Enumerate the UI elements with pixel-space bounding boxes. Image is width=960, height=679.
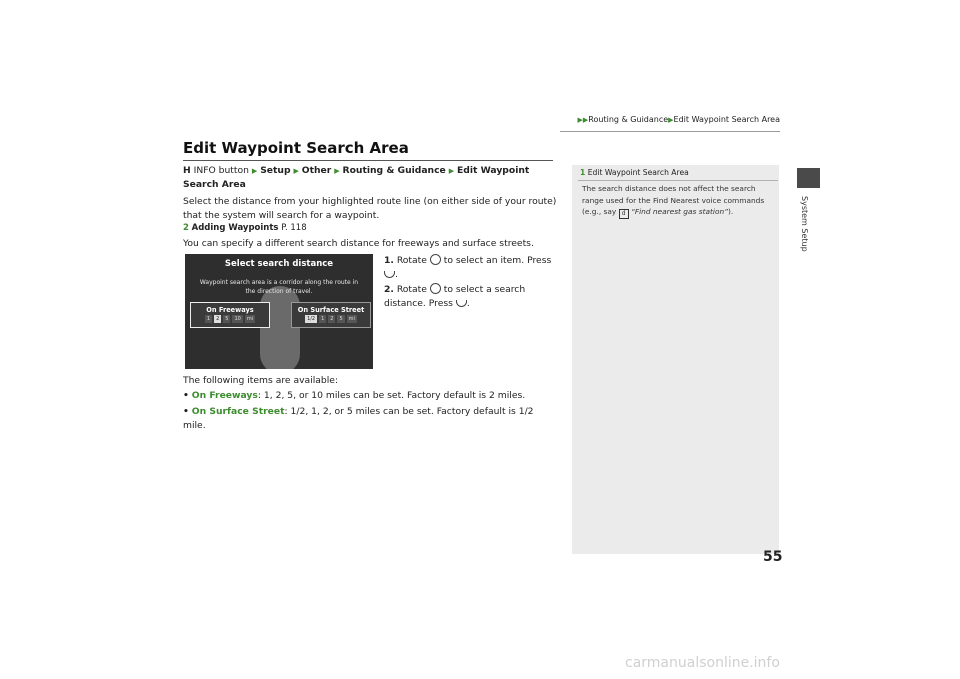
path-step: Routing & Guidance [342, 165, 446, 176]
distance-value: 5 [339, 316, 343, 322]
navigation-screen-image [185, 254, 373, 369]
breadcrumb-item: Routing & Guidance [588, 115, 669, 124]
path-step: Setup [260, 165, 291, 176]
distance-value: 10 [234, 316, 241, 322]
step-text: Rotate [396, 255, 427, 266]
step-text: to select an item. Press [443, 255, 552, 266]
path-prefix: INFO button [193, 165, 249, 176]
specify-paragraph: You can specify a different search distance for freeways and surface streets. [183, 238, 534, 249]
arrow-icon: ▶ [668, 116, 674, 124]
distance-value: 1/2 [307, 316, 316, 322]
item-name: On Freeways [191, 390, 258, 401]
screen-description: Waypoint search area is a corridor along the route in the direction of travel. [199, 279, 359, 295]
step-text: Rotate [396, 284, 427, 295]
arrow-icon: ▶▶ [577, 116, 589, 124]
divider [560, 131, 780, 132]
press-icon [456, 300, 467, 307]
xref-label: Adding Waypoints [191, 223, 279, 233]
items-intro: The following items are available: [183, 375, 339, 386]
freeways-option [190, 302, 270, 328]
distance-unit: mi [348, 316, 355, 322]
item-name: On Surface Street [191, 406, 285, 417]
breadcrumb-item: Edit Waypoint Search Area [673, 115, 780, 124]
distance-value: 5 [225, 316, 229, 322]
step-number: 1. [384, 255, 394, 266]
note-icon: 1 [580, 168, 586, 177]
freeways-option-title: On Freeways [206, 306, 254, 314]
section-tab-label: System Setup [800, 196, 809, 252]
note-text: The search distance does not affect the search range used for the Find Nearest voice commands (e.g., say d “Find nearest gas station”). [582, 184, 765, 217]
intro-paragraph: Select the distance from your highlighted route line (on either side of your route) that the system will search for a waypoint. [183, 196, 557, 221]
menu-path [183, 164, 558, 192]
list-item: • On Surface Street: 1/2, 1, 2, or 5 miles can be set. Factory default is 1/2 mile. [183, 406, 534, 431]
page-number: 55 [763, 549, 783, 565]
arrow-icon: ▶ [251, 167, 258, 175]
page-title: Edit Waypoint Search Area [183, 139, 409, 157]
list-item: • On Freeways: 1, 2, 5, or 10 miles can be set. Factory default is 2 miles. [183, 390, 526, 401]
item-desc: : 1/2, 1, 2, or 5 miles can be set. Factory default is 1/2 mile. [183, 406, 534, 431]
xref-icon: 2 [183, 223, 189, 233]
distance-value: 1 [321, 316, 325, 322]
voice-command-icon: d [619, 209, 629, 219]
dial-icon [430, 283, 441, 294]
path-step: Other [301, 165, 332, 176]
path-step: Edit Waypoint Search Area [183, 165, 530, 190]
step-number: 2. [384, 284, 394, 295]
surface-street-option [291, 302, 371, 328]
info-button-icon: H [183, 165, 191, 176]
step-text: . [466, 298, 470, 309]
press-icon [384, 271, 395, 278]
note-panel [572, 165, 779, 554]
step-1 [384, 254, 554, 282]
screen-title: Select search distance [224, 259, 334, 269]
distance-value: 2 [216, 316, 220, 322]
item-desc: : 1, 2, 5, or 10 miles can be set. Factory default is 2 miles. [257, 390, 526, 401]
cross-reference[interactable] [183, 221, 558, 235]
section-tab-marker [797, 168, 820, 188]
surface-option-title: On Surface Street [297, 306, 365, 314]
breadcrumb [560, 115, 780, 124]
arrow-icon: ▶ [293, 167, 299, 175]
distance-value: 2 [330, 316, 334, 322]
distance-unit: mi [246, 316, 254, 322]
title-divider [183, 160, 553, 161]
arrow-icon: ▶ [448, 167, 455, 175]
footer-watermark: carmanualsonline.info [625, 655, 780, 671]
step-text: . [395, 269, 398, 280]
note-divider [578, 180, 778, 181]
arrow-icon: ▶ [334, 167, 340, 175]
note-title: 1 Edit Waypoint Search Area [580, 168, 689, 177]
xref-page: P. 118 [281, 223, 307, 233]
step-text: to select a search distance. Press [384, 284, 526, 309]
dial-icon [430, 254, 441, 265]
voice-command-quote: “Find nearest gas station” [631, 207, 728, 216]
step-2 [384, 283, 554, 311]
distance-value: 1 [206, 316, 211, 322]
